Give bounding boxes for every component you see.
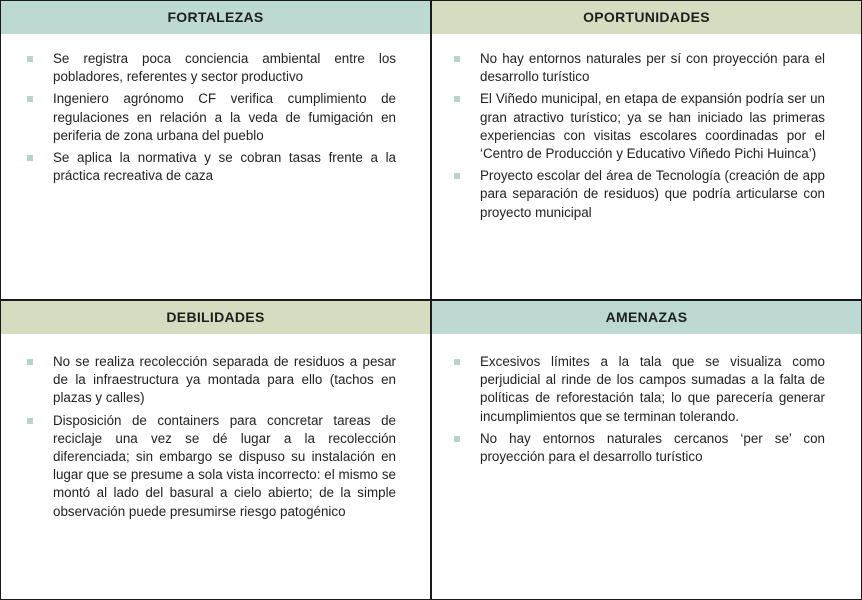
list-item-text: No se realiza recolección separada de residuos a pesar de la infraestructura ya montada para ello (tachos en plazas y calles): [53, 354, 396, 406]
list-item: [454, 353, 825, 426]
list-item: [27, 412, 396, 521]
list-item-text: Ingeniero agrónomo CF verifica cumplimiento de regulaciones en relación a la veda de fumigación en periferia de zona urbana del pueblo: [53, 91, 396, 143]
square-bullet-icon: [454, 96, 460, 102]
list-item-text: Se registra poca conciencia ambiental entre los pobladores, referentes y sector productivo: [53, 51, 396, 85]
amenazas-cell: [432, 301, 861, 599]
list-item-text: No hay entornos naturales cercanos ‘per se’ con proyección para el desarrollo turístico: [480, 430, 825, 465]
debilidades-header: DEBILIDADES: [1, 301, 430, 334]
square-bullet-icon: [27, 359, 33, 365]
list-item: [27, 353, 396, 408]
square-bullet-icon: [454, 173, 460, 179]
square-bullet-icon: [27, 155, 33, 161]
fortalezas-header: FORTALEZAS: [1, 1, 430, 34]
square-bullet-icon: [27, 96, 33, 102]
square-bullet-icon: [454, 359, 460, 365]
list-item: [27, 90, 396, 145]
list-item: [454, 167, 825, 222]
fortalezas-list: [1, 34, 430, 185]
list-item: [454, 430, 825, 466]
list-item: [454, 90, 825, 163]
list-item: [27, 50, 396, 86]
amenazas-list: [432, 334, 861, 466]
list-item-text: Disposición de containers para concretar tareas de reciclaje una vez se dé lugar a la recolección diferenciada; sin embargo se dispuso su instalación en lugar que se presume a sola vista incorrecto: el mismo se montó al lado del basural a cielo abierto; de la simple observación puede presumirse riesgo patogénico: [53, 412, 396, 519]
amenazas-header: AMENAZAS: [432, 301, 861, 334]
square-bullet-icon: [454, 56, 460, 62]
list-item-text: Se aplica la normativa y se cobran tasas frente a la práctica recreativa de caza: [53, 150, 396, 184]
list-item-text: El Viñedo municipal, en etapa de expansión podría ser un gran atractivo turístico; ya se han iniciado las primeras experiencias con visitas escolares coordinadas por el ‘Centro de Producción y Educativo Viñedo Pichi Huinca’): [480, 91, 825, 162]
square-bullet-icon: [27, 56, 33, 62]
square-bullet-icon: [27, 418, 33, 424]
list-item: [27, 149, 396, 185]
oportunidades-list: [432, 34, 861, 222]
oportunidades-header: OPORTUNIDADES: [432, 1, 861, 34]
oportunidades-cell: [432, 1, 861, 299]
list-item-text: Proyecto escolar del área de Tecnología (creación de app para separación de residuos) que podría articularse con proyecto municipal: [480, 168, 825, 220]
list-item-text: Excesivos límites a la tala que se visualiza como perjudicial al rinde de los campos sumadas a la falta de políticas de reforestación tala; lo que parecería generar incumplimientos que se terminan tolerando.: [480, 354, 825, 424]
list-item: [454, 50, 825, 86]
list-item-text: No hay entornos naturales per sí con proyección para el desarrollo turístico: [480, 51, 825, 85]
fortalezas-cell: [1, 1, 430, 299]
debilidades-cell: [1, 301, 430, 599]
square-bullet-icon: [454, 436, 460, 442]
debilidades-list: [1, 334, 430, 521]
